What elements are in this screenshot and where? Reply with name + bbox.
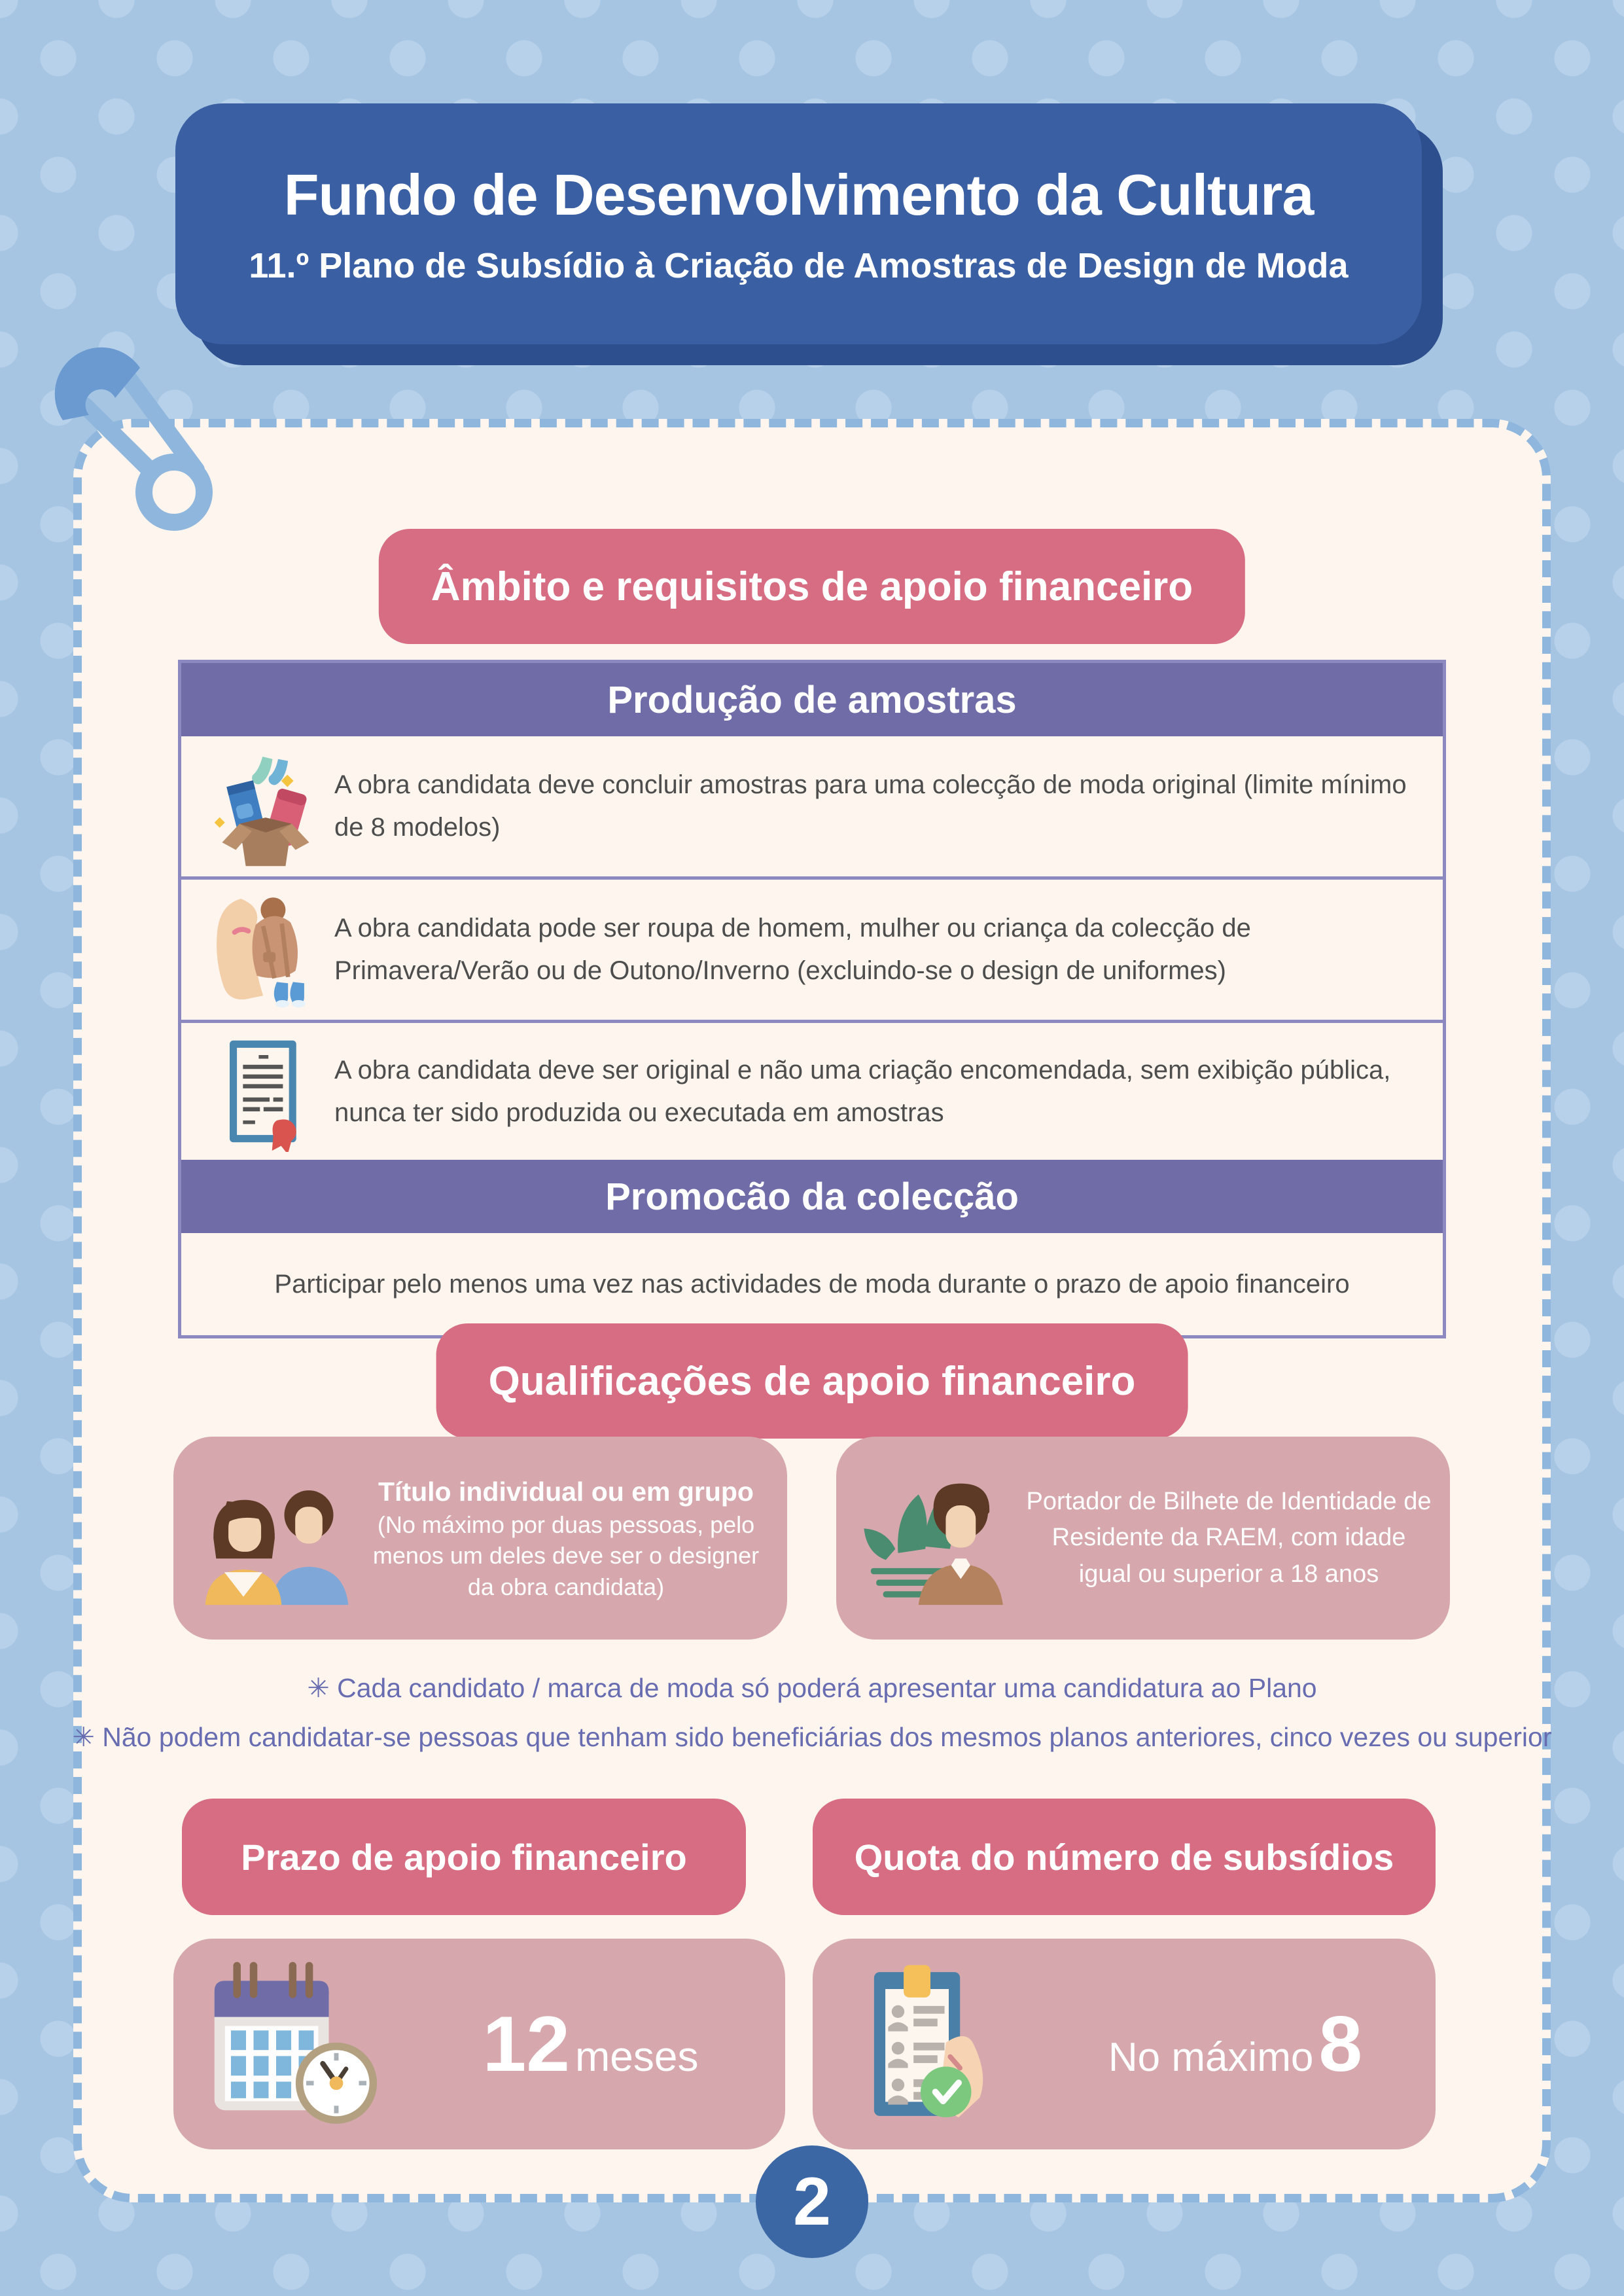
qualification-card-residente <box>836 1437 1450 1640</box>
promo-requirement-text: Participar pelo menos uma vez nas actividades de moda durante o prazo de apoio financeiro <box>274 1269 1350 1299</box>
person-lotus-icon <box>857 1469 1021 1607</box>
section-badge-prazo-label: Prazo de apoio financeiro <box>241 1836 687 1878</box>
table-header-promocao <box>181 1160 1443 1233</box>
section-badge-qualificacoes <box>436 1323 1188 1439</box>
page-number: 2 <box>793 2163 831 2240</box>
table-row <box>181 876 1443 1020</box>
two-people-icon <box>194 1469 358 1607</box>
note-line: ✳ Não podem candidatar-se pessoas que tenham sido beneficiárias dos mesmos planos anteriores, cinco vezes ou superior <box>72 1722 1552 1752</box>
prazo-value: 12 <box>482 2000 570 2088</box>
page-subtitle: 11.º Plano de Subsídio à Criação de Amostras de Design de Moda <box>249 246 1349 285</box>
quota-card <box>813 1939 1436 2149</box>
requirement-text: A obra candidata deve concluir amostras para uma colecção de moda original (limite mínimo de 8 modelos) <box>334 770 1407 842</box>
clothes-hand-icon <box>203 888 328 1012</box>
section-badge-qualificacoes-label: Qualificações de apoio financeiro <box>488 1358 1136 1404</box>
note-line: ✳ Cada candidato / marca de moda só poderá apresentar uma candidatura ao Plano <box>307 1673 1317 1703</box>
table-row <box>181 1233 1443 1335</box>
section-badge-prazo <box>182 1799 746 1915</box>
page-number-badge <box>756 2145 868 2258</box>
qualification-detail: (No máximo por duas pessoas, pelo menos um deles deve ser o designer da obra candidata) <box>372 1511 760 1600</box>
certificate-document-icon <box>205 1031 327 1152</box>
section-badge-quota <box>813 1799 1436 1915</box>
requirements-table <box>178 660 1446 1338</box>
qualification-title: Título individual ou em grupo <box>378 1476 754 1507</box>
requirement-text: A obra candidata pode ser roupa de homem, mulher ou criança da colecção de Primavera/Verão ou de Outono/Inverno (excluindo-se o design de uniformes) <box>334 914 1251 985</box>
table-row <box>181 1020 1443 1160</box>
requirement-text: A obra candidata deve ser original e não uma criação encomendada, sem exibição pública, nunca ter sido produzida ou executada em amostras <box>334 1055 1391 1127</box>
quota-value: 8 <box>1318 2000 1363 2088</box>
section-badge-quota-label: Quota do número de subsídios <box>854 1836 1394 1878</box>
section-badge-ambito <box>379 529 1245 644</box>
header-banner <box>175 103 1422 344</box>
table-header-producao-label: Produção de amostras <box>607 678 1017 721</box>
page-title: Fundo de Desenvolvimento da Cultura <box>283 162 1314 227</box>
section-badge-ambito-label: Âmbito e requisitos de apoio financeiro <box>431 564 1193 609</box>
box-clothes-icon <box>203 744 328 869</box>
qualification-card-grupo <box>173 1437 787 1640</box>
qualification-text: Portador de Bilhete de Identidade de Residente da RAEM, com idade igual ou superior a 18 anos <box>1026 1488 1432 1588</box>
table-header-producao <box>181 663 1443 736</box>
table-header-promocao-label: Promocão da colecção <box>605 1175 1019 1218</box>
prazo-card <box>173 1939 785 2149</box>
clipboard-check-icon <box>839 1956 1022 2132</box>
quota-text: No máximo <box>1108 2035 1314 2080</box>
prazo-unit: meses <box>574 2033 699 2080</box>
safety-pin-icon <box>44 340 241 556</box>
table-row <box>181 736 1443 876</box>
calendar-clock-icon <box>193 1954 389 2134</box>
